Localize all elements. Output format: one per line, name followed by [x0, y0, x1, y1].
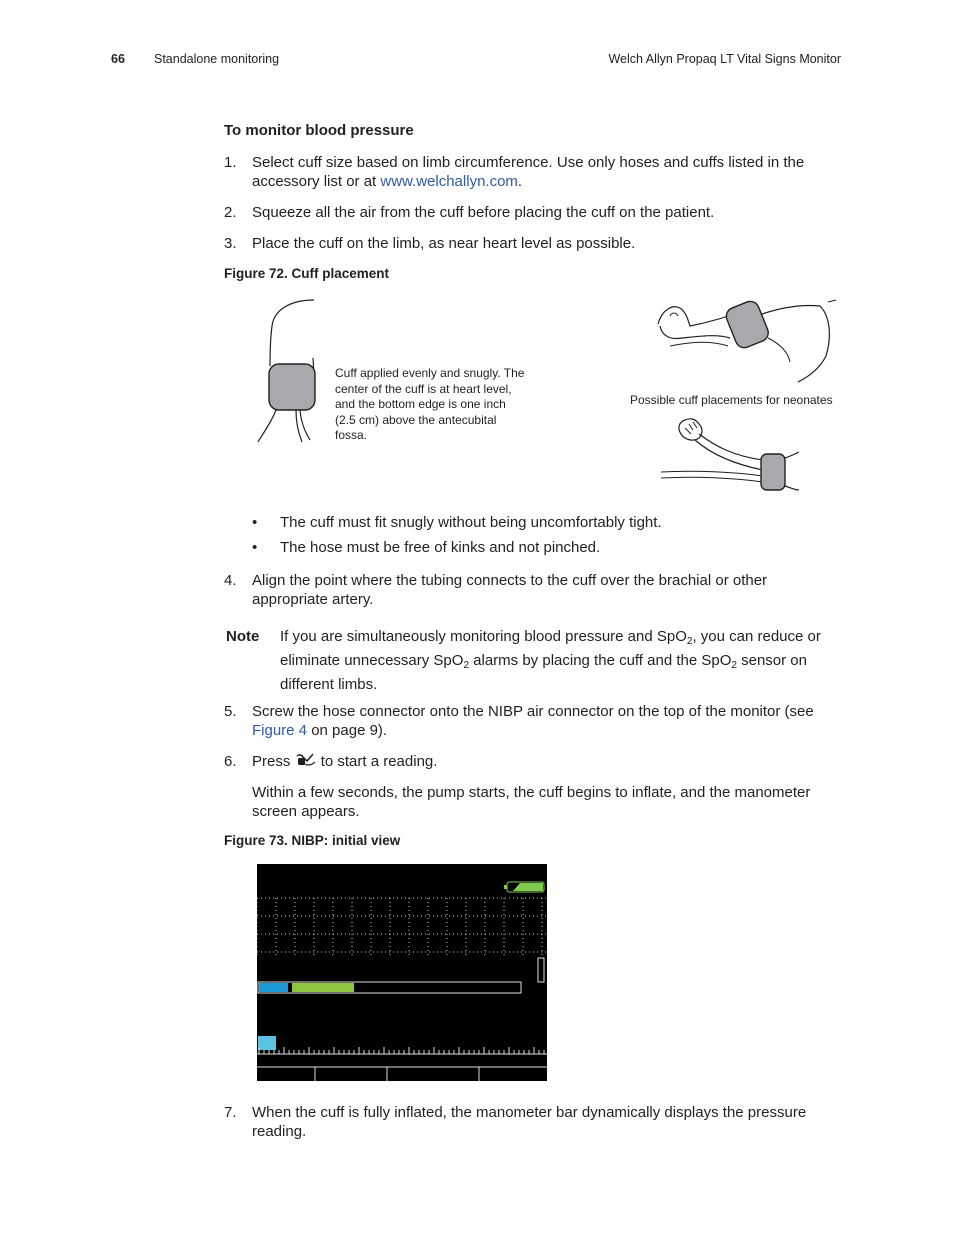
bullet-text: The cuff must fit snugly without being uncomfortably tight.: [280, 514, 662, 531]
procedure-heading: To monitor blood pressure: [224, 122, 414, 139]
step-text: Place the cuff on the limb, as near heart level as possible.: [252, 235, 636, 252]
note-text-part: If you are simultaneously monitoring blood pressure and SpO: [280, 628, 687, 645]
step-number: 4.: [224, 572, 237, 589]
step-text-part: Select cuff size based on limb circumference. Use only hoses and cuffs listed in the accessory list or at: [252, 154, 805, 190]
neonate-arm-cuff-illustration: [655, 412, 805, 494]
pressure-marker: [258, 1036, 276, 1050]
step-text-part: on page 9).: [307, 722, 388, 739]
welchallyn-link[interactable]: www.welchallyn.com: [380, 173, 518, 190]
step-text: When the cuff is fully inflated, the manometer bar dynamically displays the pressure reading.: [252, 1104, 807, 1140]
subscript: 2: [686, 636, 693, 647]
step-number: 2.: [224, 204, 237, 221]
step-number: 5.: [224, 703, 237, 720]
neonate-leg-cuff-illustration: [650, 296, 840, 388]
battery-icon: [504, 882, 544, 892]
step-text-part: .: [517, 173, 523, 190]
note-text-part: sensor on different limbs.: [280, 652, 807, 693]
subscript: 2: [463, 660, 469, 671]
figure-4-link[interactable]: Figure 4: [252, 722, 308, 739]
step-number: 7.: [224, 1104, 237, 1121]
document-title: Welch Allyn Propaq LT Vital Signs Monitor: [608, 52, 841, 66]
step-text-part: Press: [252, 753, 291, 770]
figure-72-caption: Figure 72. Cuff placement: [224, 266, 390, 281]
neonate-cuff-callout: Possible cuff placements for neonates: [630, 393, 833, 407]
step-text: [252, 752, 842, 771]
step-number: 1.: [224, 154, 237, 171]
step-number: 3.: [224, 235, 237, 252]
nibp-start-icon: [295, 752, 317, 768]
nibp-monitor-screen: [257, 864, 547, 1081]
step-text: [252, 153, 842, 191]
waveform-grid: [257, 898, 547, 956]
subscript: 2: [731, 660, 737, 671]
figure-73-caption: Figure 73. NIBP: initial view: [224, 833, 401, 848]
pressure-bar-green: [292, 983, 354, 992]
adult-cuff-callout: Cuff applied evenly and snugly. The center of the cuff is at heart level, and the bottom edge is one inch (2.5 cm) above the antecubital fossa.: [335, 366, 525, 442]
note-label: Note: [226, 628, 260, 645]
page-number: 66: [111, 52, 125, 66]
bullet-dot: •: [252, 539, 258, 556]
step-number: 6.: [224, 753, 237, 770]
note-text: [280, 627, 845, 694]
adult-arm-cuff-illustration: [250, 296, 330, 446]
manometer-display: [257, 864, 547, 1081]
step-text: [252, 702, 842, 740]
step-text: Squeeze all the air from the cuff before placing the cuff on the patient.: [252, 204, 715, 221]
bullet-text: The hose must be free of kinks and not pinched.: [280, 539, 601, 556]
step-text-part: to start a reading.: [320, 753, 438, 770]
pressure-scale-ticks: [259, 1047, 544, 1054]
scroll-indicator: [538, 958, 544, 982]
note-text-part: , you can reduce or eliminate unnecessary SpO: [280, 628, 821, 669]
bullet-dot: •: [252, 514, 258, 531]
step-text-part: Screw the hose connector onto the NIBP air connector on the top of the monitor (see: [252, 703, 814, 720]
section-title: Standalone monitoring: [154, 52, 280, 66]
pressure-bar-blue: [259, 983, 288, 992]
step-text: Within a few seconds, the pump starts, the cuff begins to inflate, and the manometer screen appears.: [252, 784, 811, 820]
step-text: Align the point where the tubing connects to the cuff over the brachial or other appropriate artery.: [252, 572, 768, 608]
note-text-part: alarms by placing the cuff and the SpO: [469, 652, 732, 669]
